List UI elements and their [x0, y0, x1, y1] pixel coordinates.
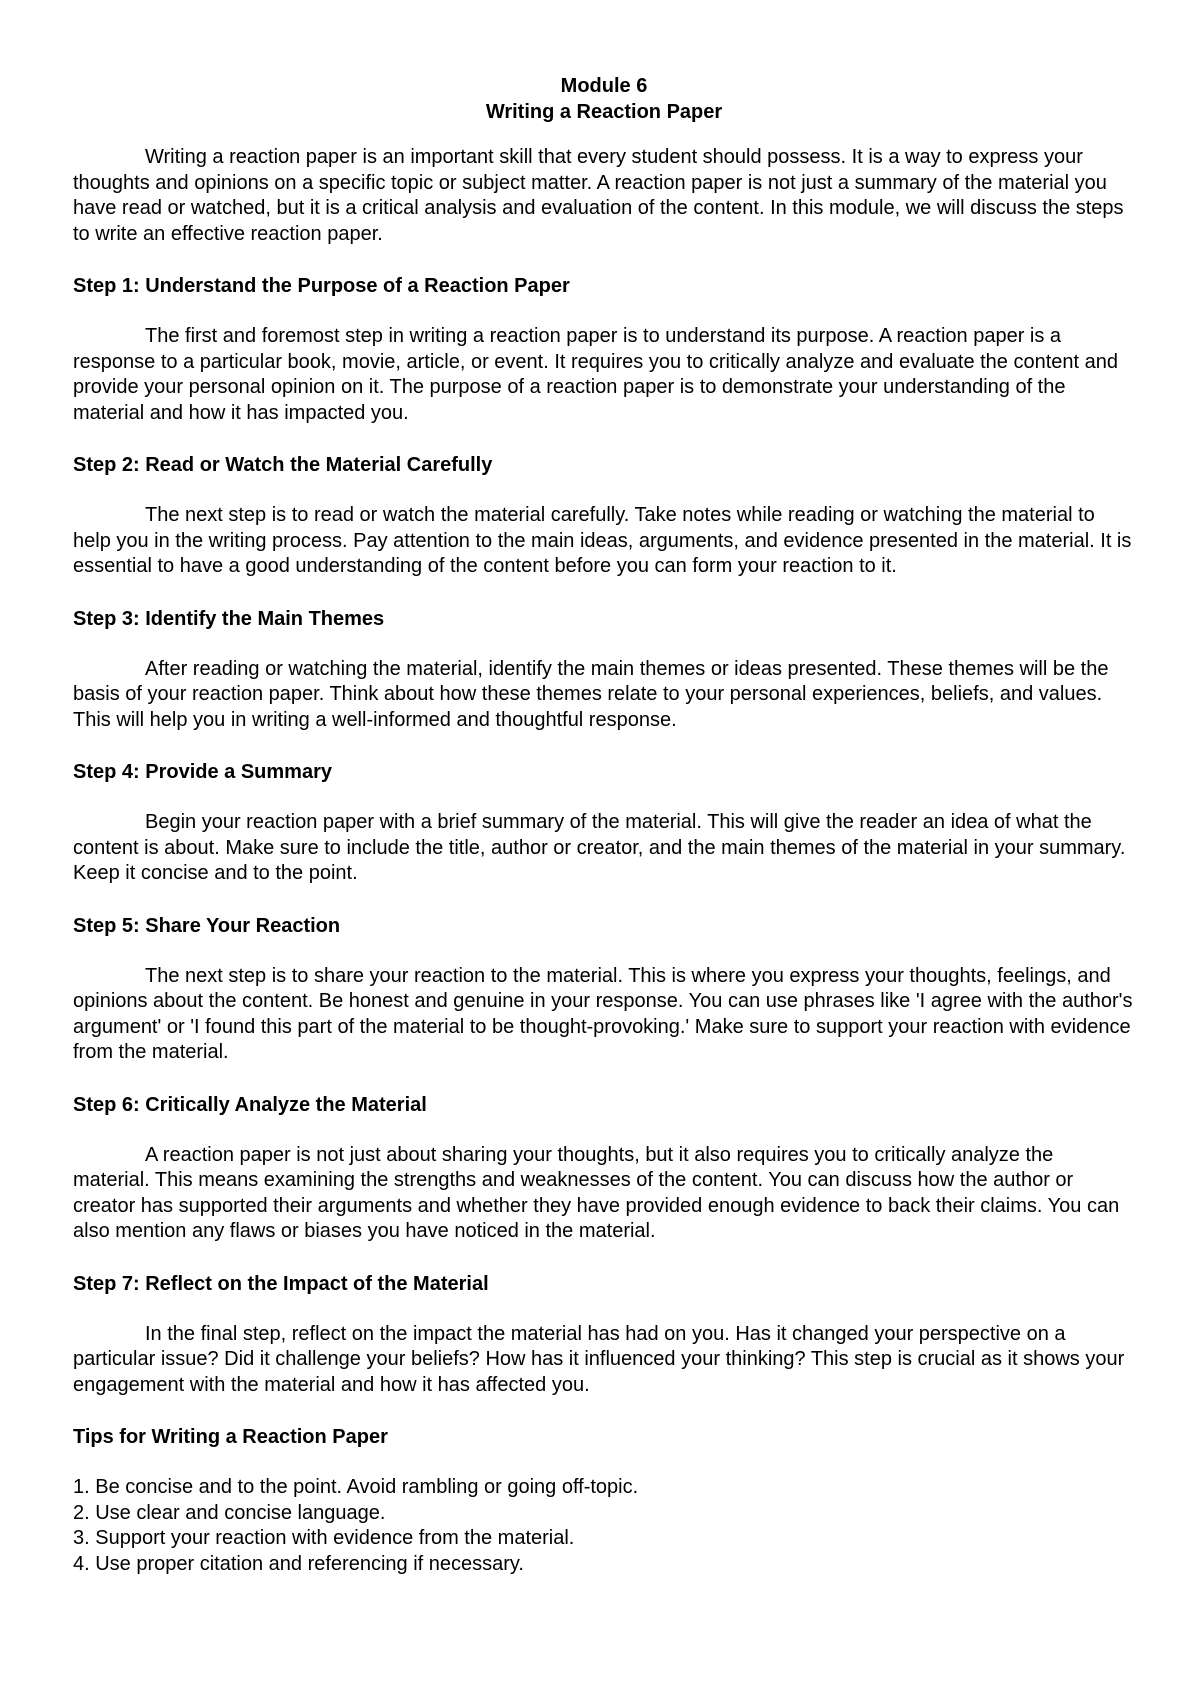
step-7-heading: Step 7: Reflect on the Impact of the Material: [73, 1272, 489, 1295]
step-6-paragraph: A reaction paper is not just about sharing your thoughts, but it also requires you to critically analyze the material. This means examining the strengths and weaknesses of the content. You can discuss how the author or creator has supported their arguments and whether they have provided enough evidence to back their claims. You can also mention any flaws or biases you have noticed in the material.: [73, 1143, 1120, 1242]
step-6-heading: Step 6: Critically Analyze the Material: [73, 1093, 427, 1116]
tip-item: 4. Use proper citation and referencing if necessary.: [73, 1552, 524, 1575]
step-2-heading: Step 2: Read or Watch the Material Carefully: [73, 454, 493, 476]
tips-list: [73, 1475, 1135, 1577]
step-1-heading: Step 1: Understand the Purpose of a Reaction Paper: [73, 275, 570, 297]
document-title: Writing a Reaction Paper: [485, 101, 723, 123]
step-5-heading: Step 5: Share Your Reaction: [73, 914, 341, 937]
step-2-paragraph: The next step is to read or watch the material carefully. Take notes while reading or watching the material to help you in the writing process. Pay attention to the main ideas, arguments, and evidence presented in the material. It is essential to have a good understanding of the content before you can form your reaction to it.: [73, 504, 1132, 577]
module-label: Module 6: [560, 75, 648, 97]
tip-item: 3. Support your reaction with evidence from the material.: [73, 1527, 575, 1549]
tip-item: 2. Use clear and concise language.: [73, 1501, 386, 1524]
step-4-paragraph: Begin your reaction paper with a brief summary of the material. This will give the reader an idea of what the content is about. Make sure to include the title, author or creator, and the main themes of the material in your summary. Keep it concise and to the point.: [73, 811, 1126, 884]
step-4-heading: Step 4: Provide a Summary: [73, 761, 332, 783]
tips-heading: Tips for Writing a Reaction Paper: [73, 1426, 388, 1448]
step-1-paragraph: The first and foremost step in writing a reaction paper is to understand its purpose. A reaction paper is a response to a particular book, movie, article, or event. It requires you to critically analyze and evaluate the content and provide your personal opinion on it. The purpose of a reaction paper is to demonstrate your understanding of the material and how it has impacted you.: [73, 325, 1119, 424]
step-7-paragraph: In the final step, reflect on the impact the material has had on you. Has it changed your perspective on a particular issue? Did it challenge your beliefs? How has it influenced your thinking? This step is crucial as it shows your engagement with the material and how it has affected you.: [73, 1322, 1125, 1396]
document-page: [73, 73, 1135, 1577]
intro-paragraph: Writing a reaction paper is an important skill that every student should possess. It is a way to express your thoughts and opinions on a specific topic or subject matter. A reaction paper is not just a summary of the material you have read or watched, but it is a critical analysis and evaluation of the content. In this module, we will discuss the steps to write an effective reaction paper.: [73, 146, 1124, 245]
step-3-paragraph: After reading or watching the material, identify the main themes or ideas presented. These themes will be the basis of your reaction paper. Think about how these themes relate to your personal experiences, beliefs, and values. This will help you in writing a well-informed and thoughtful response.: [73, 657, 1109, 731]
tip-item: 1. Be concise and to the point. Avoid rambling or going off-topic.: [73, 1476, 639, 1498]
title-block: [73, 73, 1135, 125]
step-3-heading: Step 3: Identify the Main Themes: [73, 607, 385, 630]
step-5-paragraph: The next step is to share your reaction to the material. This is where you express your thoughts, feelings, and opinions about the content. Be honest and genuine in your response. You can use phrases like 'I agree with the author's argument' or 'I found this part of the material to be thought-provoking.' Make sure to support your reaction with evidence from the material.: [73, 964, 1133, 1063]
